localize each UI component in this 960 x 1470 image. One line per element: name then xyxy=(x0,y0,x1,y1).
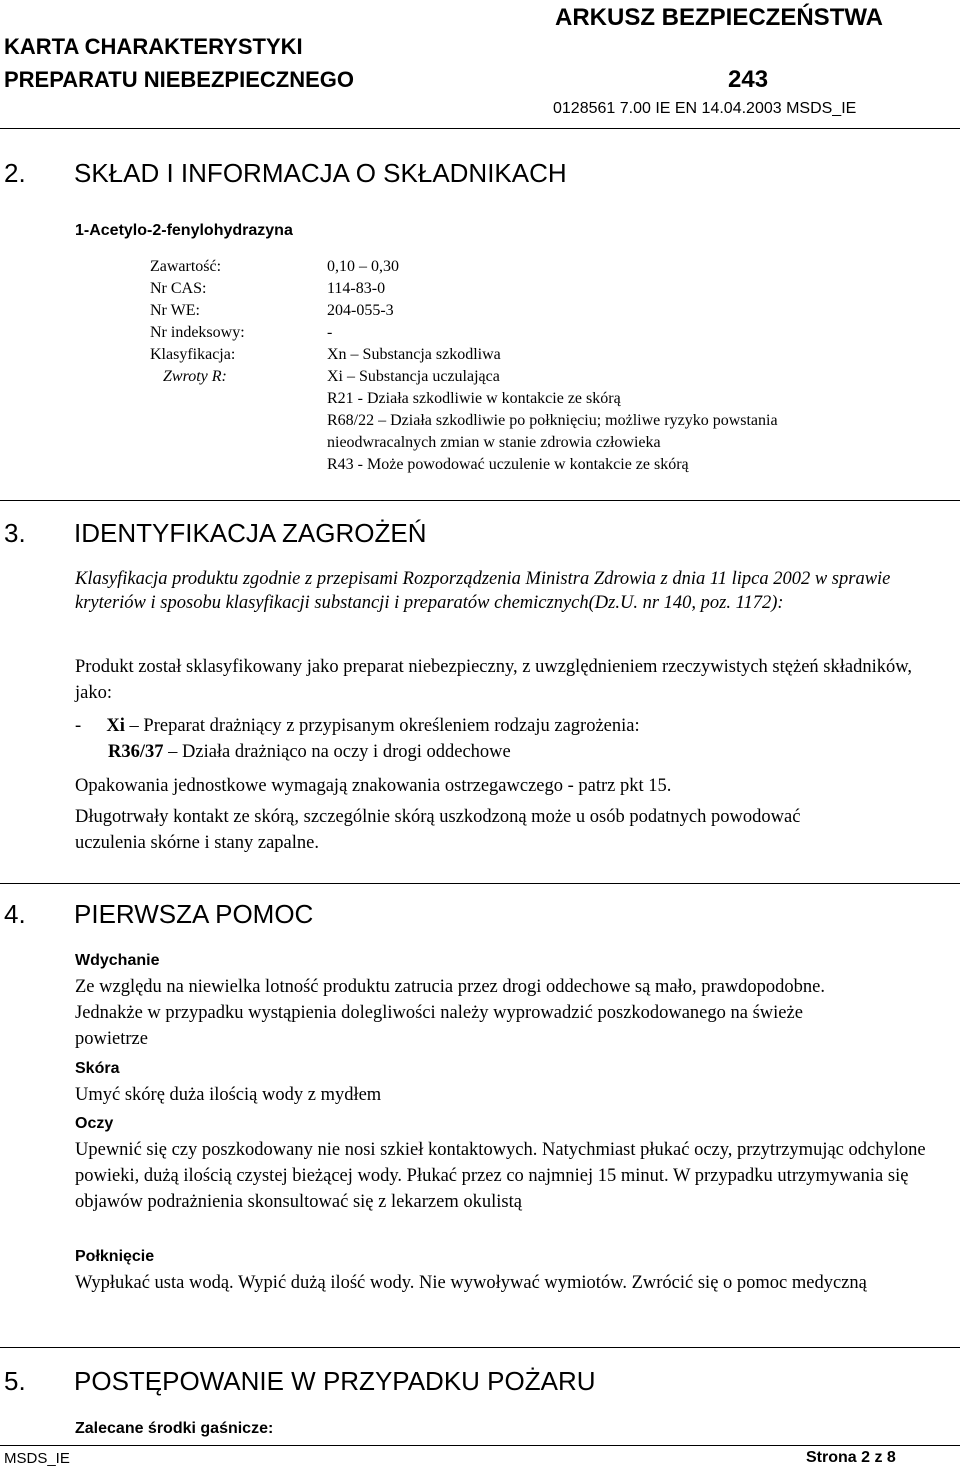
footer-document-code: MSDS_IE xyxy=(4,1450,70,1467)
section-5-title: POSTĘPOWANIE W PRZYPADKU POŻARU xyxy=(74,1366,596,1396)
section-2-title: SKŁAD I INFORMACJA O SKŁADNIKACH xyxy=(74,158,567,188)
header-document-number: 243 xyxy=(728,66,769,93)
row-value: 114-83-0 xyxy=(327,280,386,297)
row-value: R21 - Działa szkodliwie w kontakcie ze skórą xyxy=(327,390,621,407)
eyes-heading: Oczy xyxy=(75,1115,114,1132)
row-label: Nr CAS: xyxy=(150,280,207,297)
skin-text: Umyć skórę duża ilością wody z mydłem xyxy=(75,1085,382,1105)
ingestion-heading: Połknięcie xyxy=(75,1248,155,1265)
hazard-code: Xi xyxy=(106,716,125,736)
row-value: 204-055-3 xyxy=(327,302,394,319)
row-value: Xn – Substancja szkodliwa xyxy=(327,346,501,363)
ingestion-text: Wypłukać usta wodą. Wypić dużą ilość wody. Nie wywoływać wymiotów. Zwrócić się o pomoc medyczną xyxy=(75,1273,867,1293)
risk-code: R36/37 xyxy=(108,742,164,762)
section-2-number: 2. xyxy=(4,158,26,188)
section-3-number: 3. xyxy=(4,518,26,548)
eyes-text: Upewnić się czy poszkodowany nie nosi szkieł kontaktowych. Natychmiast płukać oczy, przytrzymując odchylone powieki, dużą ilością czystej bieżącej wody. Płukać przez co najmniej 15 minut. W przypadku utrzymywania się objawów podrażnienia skonsultować się z lekarzem okulistą xyxy=(75,1140,926,1212)
skin-contact-note: Długotrwały kontakt ze skórą, szczególnie skórą uszkodzoną może u osób podatnych powodować uczulenia skórne i stany zapalne. xyxy=(75,807,801,853)
inhalation-text: Ze względu na niewielka lotność produktu zatrucia przez drogi oddechowe są mało, prawdopodobne. Jednakże w przypadku wystąpienia dolegliwości należy wyprowadzić poszkodowanego na świeże powietrze xyxy=(75,977,826,1049)
skin-heading: Skóra xyxy=(75,1060,120,1077)
row-label: Klasyfikacja: xyxy=(150,346,236,363)
row-label: Nr WE: xyxy=(150,302,200,319)
row-value: Xi – Substancja uczulająca xyxy=(327,368,500,385)
labelling-note: Opakowania jednostkowe wymagają znakowania ostrzegawczego - patrz pkt 15. xyxy=(75,776,672,796)
row-value: R68/22 – Działa szkodliwie po połknięciu; możliwe ryzyko powstania xyxy=(327,412,778,429)
row-value: R43 - Może powodować uczulenie w kontakcie ze skórą xyxy=(327,456,689,473)
risk-description: – Działa drażniąco na oczy i drogi oddechowe xyxy=(168,742,511,762)
row-value: nieodwracalnych zmian w stanie zdrowia człowieka xyxy=(327,434,661,451)
substance-name: 1-Acetylo-2-fenylohydrazyna xyxy=(75,222,293,239)
hazard-bullet xyxy=(75,713,640,739)
section-3-title: IDENTYFIKACJA ZAGROŻEŃ xyxy=(74,518,427,548)
row-label: Nr indeksowy: xyxy=(150,324,245,341)
header-reference: 0128561 7.00 IE EN 14.04.2003 MSDS_IE xyxy=(553,100,857,117)
row-value: 0,10 – 0,30 xyxy=(327,258,399,275)
header-right-title: ARKUSZ BEZPIECZEŃSTWA xyxy=(555,4,884,31)
row-label: Zawartość: xyxy=(150,258,222,275)
hazard-description: – Preparat drażniący z przypisanym określeniem rodzaju zagrożenia: xyxy=(129,716,640,736)
extinguishing-media-heading: Zalecane środki gaśnicze: xyxy=(75,1420,274,1437)
section-5-number: 5. xyxy=(4,1366,26,1396)
section-divider xyxy=(0,500,960,501)
footer-page-number: Strona 2 z 8 xyxy=(806,1449,896,1466)
bullet-dash: - xyxy=(75,716,82,736)
risk-phrase xyxy=(108,739,511,765)
section-4-number: 4. xyxy=(4,899,26,929)
section-divider xyxy=(0,1347,960,1348)
row-value: - xyxy=(327,324,333,341)
section-divider xyxy=(0,883,960,884)
header-title-line2: PREPARATU NIEBEZPIECZNEGO xyxy=(4,67,354,92)
header-title-line1: KARTA CHARAKTERYSTYKI xyxy=(4,34,303,59)
footer-divider xyxy=(0,1445,960,1446)
row-label: Zwroty R: xyxy=(163,368,227,385)
classification-paragraph: Produkt został sklasyfikowany jako preparat niebezpieczny, z uwzględnieniem rzeczywistych stężeń składników, jako: xyxy=(75,657,913,703)
classification-intro: Klasyfikacja produktu zgodnie z przepisami Rozporządzenia Ministra Zdrowia z dnia 11 lipca 2002 w sprawie kryteriów i sposobu klasyfikacji substancji i preparatów chemicznych(Dz.U. nr 140, poz. 1172): xyxy=(75,569,891,613)
section-4-title: PIERWSZA POMOC xyxy=(74,899,314,929)
header-divider xyxy=(0,128,960,129)
inhalation-heading: Wdychanie xyxy=(75,952,160,969)
